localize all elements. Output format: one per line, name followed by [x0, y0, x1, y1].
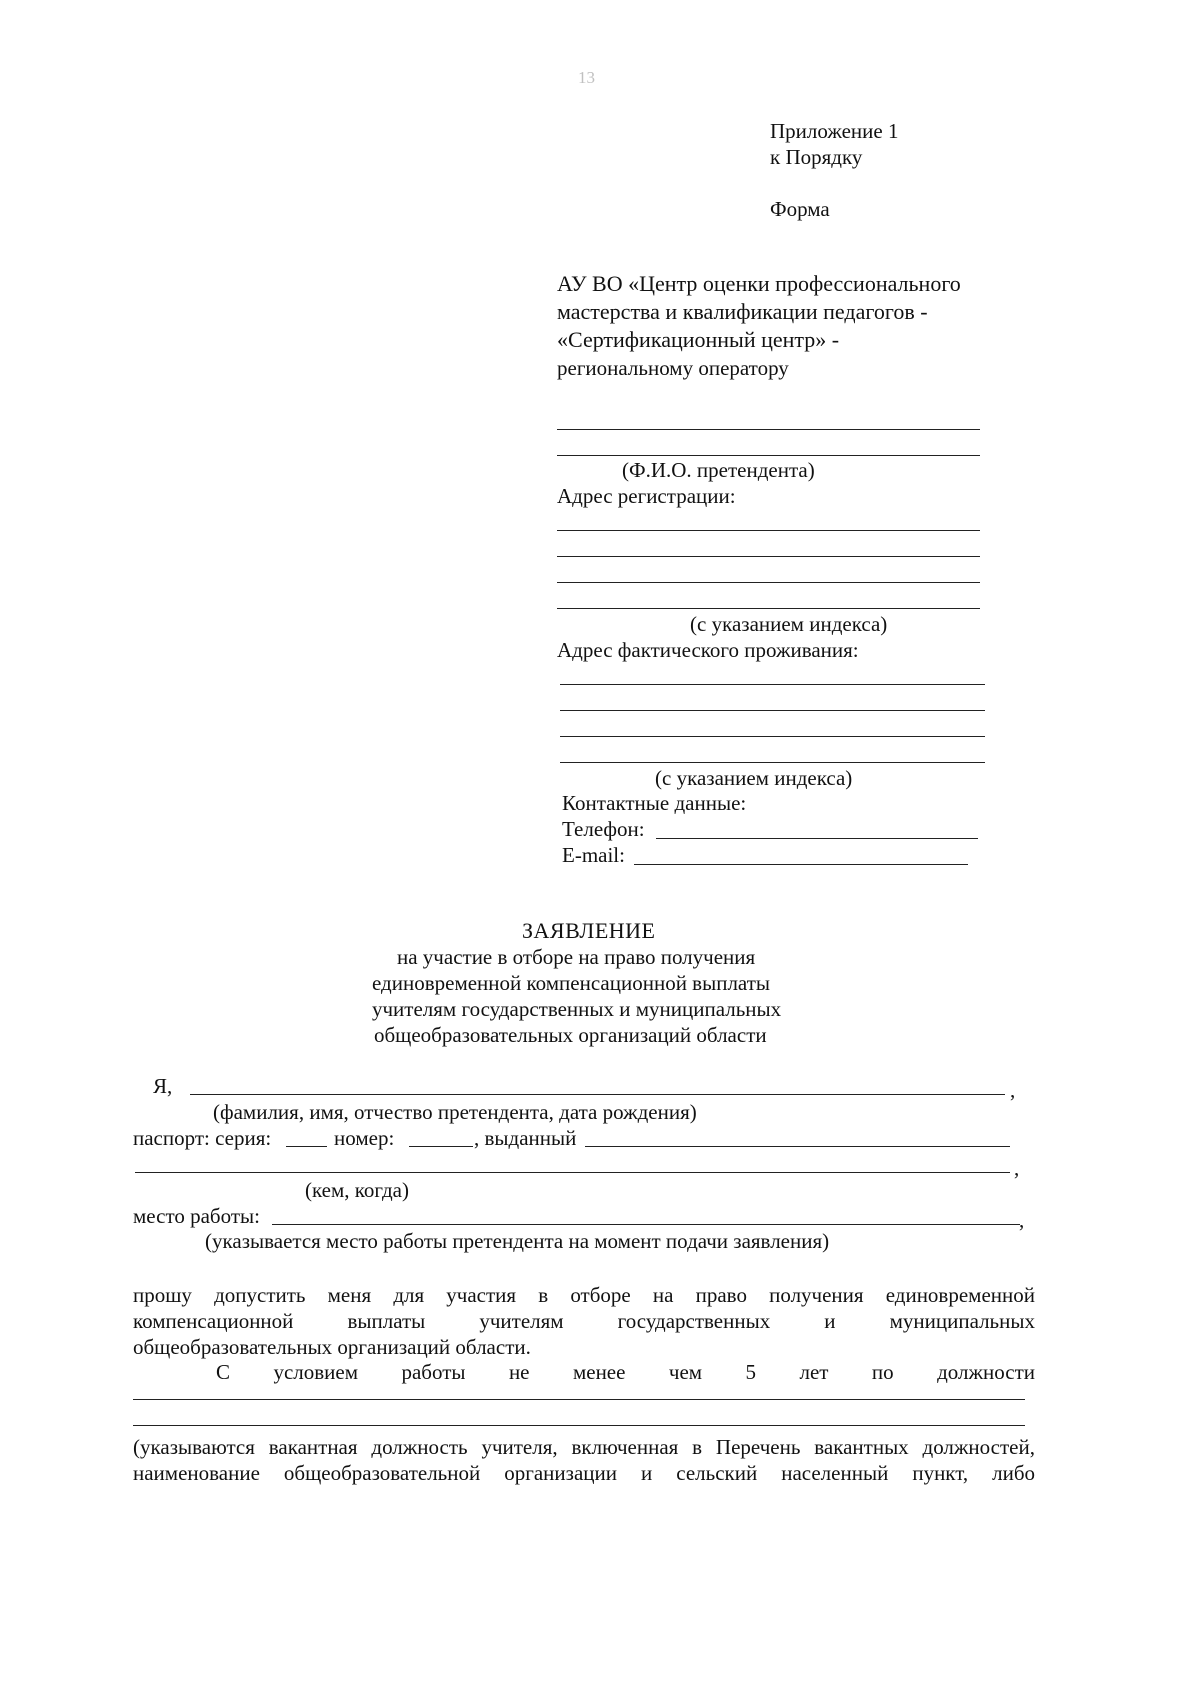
- note-line-2: наименование общеобразовательной организации и сельский населенный пункт, либо: [133, 1461, 1035, 1485]
- issued-by-field-2[interactable]: [135, 1172, 1010, 1173]
- document-title: ЗАЯВЛЕНИЕ: [522, 918, 656, 943]
- note-line-1: (указываются вакантная должность учителя, включенная в Перечень вакантных должностей,: [133, 1435, 1035, 1459]
- request-line-3: общеобразовательных организаций области.: [133, 1335, 531, 1359]
- registration-address-line-1[interactable]: [557, 530, 980, 531]
- applicant-name-field[interactable]: [190, 1094, 1005, 1095]
- registration-address-line-4[interactable]: [557, 608, 980, 609]
- passport-series-label: паспорт: серия:: [133, 1126, 272, 1150]
- i-label: Я,: [153, 1074, 173, 1098]
- title-subline-3: учителям государственных и муниципальных: [372, 997, 782, 1021]
- workplace-line-comma: ,: [1019, 1208, 1025, 1232]
- contacts-label: Контактные данные:: [562, 791, 747, 815]
- form-label: Форма: [770, 197, 830, 221]
- actual-index-caption: (с указанием индекса): [655, 766, 853, 790]
- workplace-field[interactable]: [272, 1224, 1020, 1225]
- fio-caption: (Ф.И.О. претендента): [622, 458, 815, 482]
- appendix-order-ref: к Порядку: [770, 145, 863, 169]
- addressee-line-4: региональному оператору: [557, 356, 789, 380]
- registration-address-line-2[interactable]: [557, 556, 980, 557]
- position-field-2[interactable]: [133, 1425, 1025, 1426]
- actual-address-label: Адрес фактического проживания:: [557, 638, 859, 662]
- actual-address-line-2[interactable]: [560, 710, 985, 711]
- passport-number-label: номер:: [334, 1126, 395, 1150]
- actual-address-line-3[interactable]: [560, 736, 985, 737]
- request-line-1: прошу допустить меня для участия в отборе на право получения единовременной: [133, 1283, 1035, 1307]
- workplace-label: место работы:: [133, 1204, 260, 1228]
- name-line-comma: ,: [1010, 1078, 1016, 1102]
- workplace-caption: (указывается место работы претендента на момент подачи заявления): [205, 1229, 830, 1253]
- request-line-2: компенсационной выплаты учителям государственных и муниципальных: [133, 1309, 1035, 1333]
- issued-line-comma: ,: [1014, 1156, 1020, 1180]
- registration-index-caption: (с указанием индекса): [690, 612, 888, 636]
- page-number: 13: [578, 68, 595, 87]
- fio-line-1[interactable]: [557, 429, 980, 430]
- issued-caption: (кем, когда): [305, 1178, 409, 1202]
- registration-address-label: Адрес регистрации:: [557, 484, 736, 508]
- title-subline-2: единовременной компенсационной выплаты: [372, 971, 770, 995]
- title-subline-4: общеобразовательных организаций области: [374, 1023, 767, 1047]
- email-field[interactable]: [634, 864, 968, 865]
- fio-line-2[interactable]: [557, 455, 980, 456]
- passport-number-field[interactable]: [409, 1146, 473, 1147]
- addressee-line-2: мастерства и квалификации педагогов -: [557, 299, 928, 324]
- phone-field[interactable]: [656, 838, 978, 839]
- addressee-line-3: «Сертификационный центр» -: [557, 327, 840, 352]
- actual-address-line-4[interactable]: [560, 762, 985, 763]
- name-caption: (фамилия, имя, отчество претендента, дата рождения): [213, 1100, 697, 1124]
- passport-series-field[interactable]: [286, 1146, 327, 1147]
- title-subline-1: на участие в отборе на право получения: [397, 945, 756, 969]
- addressee-line-1: АУ ВО «Центр оценки профессионального: [557, 271, 961, 296]
- condition-line: С условием работы не менее чем 5 лет по должности: [216, 1360, 1035, 1384]
- issued-label: , выданный: [474, 1126, 577, 1150]
- actual-address-line-1[interactable]: [560, 684, 985, 685]
- position-field-1[interactable]: [133, 1399, 1025, 1400]
- email-label: E-mail:: [562, 843, 625, 867]
- appendix-label: Приложение 1: [770, 119, 899, 143]
- issued-by-field-1[interactable]: [585, 1146, 1010, 1147]
- registration-address-line-3[interactable]: [557, 582, 980, 583]
- phone-label: Телефон:: [562, 817, 645, 841]
